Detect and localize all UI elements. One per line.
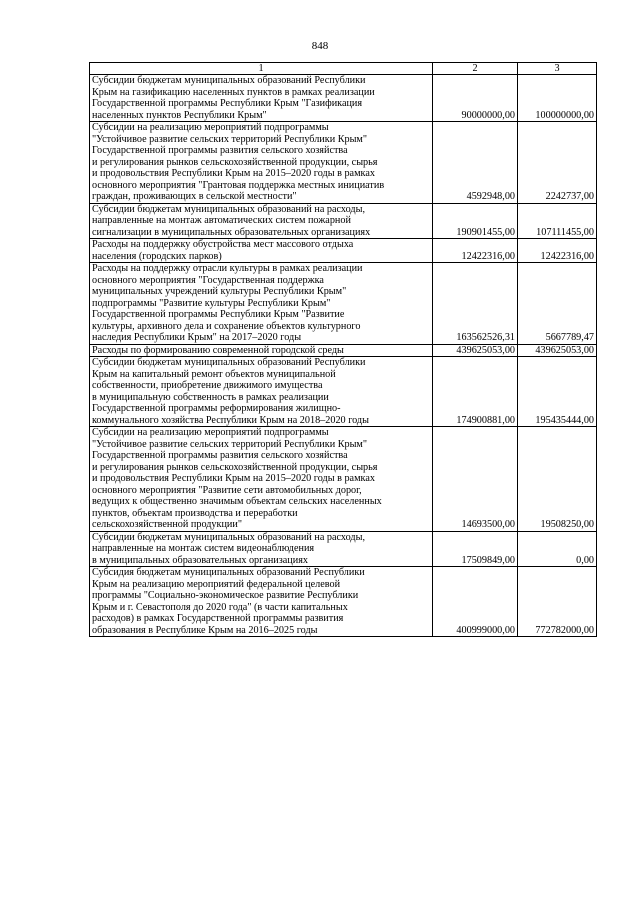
row-description: Субсидии бюджетам муниципальных образований Республики Крым на капитальный ремонт объектов муниципальной собственности, приобретение движимого имущества в муниципальную собственность в рамках реализации Государственной программы реформирования жилищно- коммунального хозяйства Республики Крым на 2018–2020 годы (90, 357, 433, 427)
row-value-col2: 90000000,00 (433, 75, 518, 122)
table-row (90, 427, 597, 532)
row-value-col3: 19508250,00 (518, 427, 597, 532)
row-value-col2: 174900881,00 (433, 357, 518, 427)
row-description: Субсидии бюджетам муниципальных образований на расходы, направленные на монтаж систем видеонаблюдения в муниципальных образовательных организациях (90, 531, 433, 567)
row-description: Субсидии бюджетам муниципальных образований Республики Крым на газификацию населенных пунктов в рамках реализации Государственной программы Республики Крым "Газификация населенных пунктов Республики Крым" (90, 75, 433, 122)
row-value-col2: 439625053,00 (433, 344, 518, 357)
table-row (90, 531, 597, 567)
row-value-col2: 4592948,00 (433, 122, 518, 204)
table-row (90, 239, 597, 263)
table-row (90, 357, 597, 427)
row-description: Расходы на поддержку обустройства мест массового отдыха населения (городских парков) (90, 239, 433, 263)
row-description: Субсидии на реализацию мероприятий подпрограммы "Устойчивое развитие сельских территорий Республики Крым" Государственной программы развития сельского хозяйства и регулирования рынков сельскохозяйственной продукции, сырья и продовольствия Республики Крым на 2015–2020 годы в рамках основного мероприятия "Развитие сети автомобильных дорог, ведущих к общественно значимым объектам сельских населенных пунктов, объектам производства и переработки сельскохозяйственной продукции" (90, 427, 433, 532)
row-description: Расходы на поддержку отрасли культуры в рамках реализации основного мероприятия "Государственная поддержка муниципальных учреждений культуры Республики Крым" подпрограммы "Развитие культуры Республики Крым" Государственной программы Республики Крым "Развитие культуры, архивного дела и сохранение объектов культурного наследия Республики Крым" на 2017–2020 годы (90, 263, 433, 345)
row-value-col3: 439625053,00 (518, 344, 597, 357)
row-value-col3: 5667789,47 (518, 263, 597, 345)
row-value-col2: 17509849,00 (433, 531, 518, 567)
table-header-row (90, 63, 597, 75)
row-value-col3: 195435444,00 (518, 357, 597, 427)
row-value-col3: 772782000,00 (518, 567, 597, 637)
table-row (90, 75, 597, 122)
row-value-col2: 12422316,00 (433, 239, 518, 263)
row-value-col2: 190901455,00 (433, 203, 518, 239)
budget-table (89, 62, 597, 637)
row-value-col3: 2242737,00 (518, 122, 597, 204)
column-header-2: 2 (433, 63, 518, 75)
row-description: Расходы по формированию современной городской среды (90, 344, 433, 357)
page-number: 848 (311, 40, 329, 52)
table-row (90, 263, 597, 345)
row-description: Субсидия бюджетам муниципальных образований Республики Крым на реализацию мероприятий федеральной целевой программы "Социально-экономическое развитие Республики Крым и г. Севастополя до 2020 года" (в части капитальных расходов) в рамках Государственной программы развития образования в Республике Крым на 2016–2025 годы (90, 567, 433, 637)
row-value-col3: 0,00 (518, 531, 597, 567)
row-value-col2: 14693500,00 (433, 427, 518, 532)
table-row (90, 567, 597, 637)
row-value-col2: 400999000,00 (433, 567, 518, 637)
row-value-col3: 100000000,00 (518, 75, 597, 122)
row-description: Субсидии бюджетам муниципальных образований на расходы, направленные на монтаж автоматических систем пожарной сигнализации в муниципальных образовательных организациях (90, 203, 433, 239)
column-header-3: 3 (518, 63, 597, 75)
row-value-col3: 107111455,00 (518, 203, 597, 239)
table-row (90, 203, 597, 239)
table-row (90, 122, 597, 204)
table-row (90, 344, 597, 357)
row-value-col3: 12422316,00 (518, 239, 597, 263)
row-description: Субсидии на реализацию мероприятий подпрограммы "Устойчивое развитие сельских территорий Республики Крым" Государственной программы развития сельского хозяйства и регулирования рынков сельскохозяйственной продукции, сырья и продовольствия Республики Крым на 2015–2020 годы в рамках основного мероприятия "Грантовая поддержка местных инициатив граждан, проживающих в сельской местности" (90, 122, 433, 204)
column-header-1: 1 (90, 63, 433, 75)
row-value-col2: 163562526,31 (433, 263, 518, 345)
